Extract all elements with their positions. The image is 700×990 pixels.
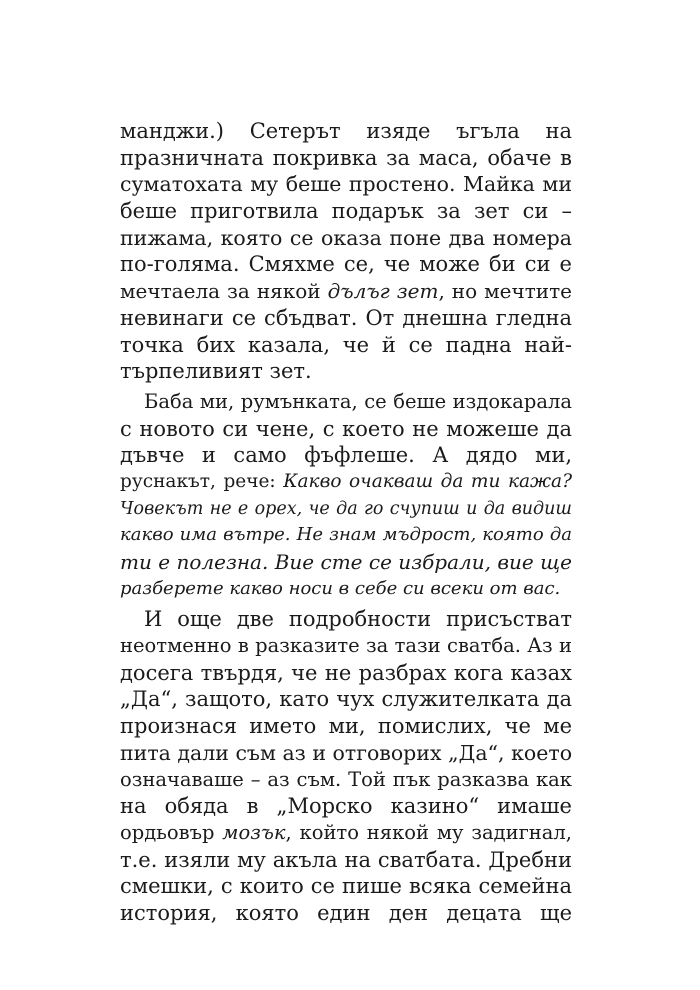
text-line bbox=[120, 171, 572, 198]
text-run: означаваше – аз съм. Той пък разказва как bbox=[120, 767, 572, 791]
text-line bbox=[120, 225, 572, 252]
text-line bbox=[120, 900, 572, 927]
text-run: празничната покривка за маса, обаче в bbox=[120, 145, 572, 170]
text-line bbox=[120, 416, 572, 443]
text-line bbox=[120, 767, 572, 794]
text-run: история, която един ден децата ще bbox=[120, 900, 572, 925]
text-run: дъвче и само фъфлеше. А дядо ми, bbox=[120, 443, 572, 468]
text-line bbox=[120, 332, 572, 359]
text-run: произнася името ми, помислих, че ме bbox=[120, 714, 572, 739]
text-line bbox=[120, 358, 572, 385]
text-run: беше приготвила подарък за зет си – bbox=[120, 199, 572, 224]
text-run: мечтаела за някой bbox=[120, 279, 328, 304]
text-line bbox=[120, 198, 572, 225]
text-line bbox=[120, 469, 572, 496]
text-line bbox=[120, 145, 572, 172]
text-line bbox=[120, 522, 572, 549]
italic-text: Човекът не е орех, че да го счупиш и да видиш bbox=[120, 498, 572, 519]
text-run: пижама, която се оказа поне два номера bbox=[120, 225, 572, 250]
italic-text: ти е полезна. Вие сте се избрали, вие ще bbox=[120, 550, 572, 574]
text-run: невинаги се сбъдват. От днешна гледна bbox=[120, 305, 572, 330]
text-run: пита дали съм аз и отговорих „Да“, което bbox=[120, 740, 573, 765]
italic-text: мозък bbox=[222, 820, 286, 844]
text-run: с новото си чене, с което не можеше да bbox=[120, 416, 572, 441]
text-run: досега твърдя, че не разбрах кога казах bbox=[120, 660, 572, 685]
text-line bbox=[120, 496, 572, 523]
text-run: търпеливият зет. bbox=[120, 359, 312, 384]
text-run: И още две подробности присъстват bbox=[144, 607, 572, 632]
text-line bbox=[120, 820, 572, 847]
text-run: , който някой му задигнал, bbox=[285, 820, 573, 844]
text-run: т.е. изяли му акъла на сватбата. Дребни bbox=[120, 847, 572, 872]
text-run: на обяда в „Морско казино“ имаше bbox=[120, 794, 572, 819]
italic-text: дълъг зет bbox=[327, 279, 439, 304]
italic-text: разберете какво носи в себе си всеки от вас. bbox=[120, 577, 561, 599]
text-line bbox=[120, 633, 572, 660]
text-line bbox=[120, 442, 572, 469]
text-line bbox=[120, 740, 572, 767]
text-run: неотменно в разказите за тази сватба. Аз и bbox=[120, 634, 572, 658]
text-line bbox=[120, 660, 572, 687]
text-run: руснакът, рече: bbox=[120, 470, 284, 492]
italic-text: Какво очакваш да ти кажа? bbox=[283, 470, 572, 492]
text-line bbox=[120, 606, 572, 633]
text-line bbox=[120, 793, 572, 820]
text-line bbox=[120, 713, 572, 740]
text-line bbox=[120, 847, 572, 874]
text-run: манджи.) Сетерът изяде ъгъла на bbox=[120, 119, 572, 143]
body-text bbox=[120, 118, 572, 927]
text-run: по-голяма. Смяхме се, че може би си е bbox=[120, 252, 572, 277]
text-line bbox=[120, 873, 572, 900]
text-run: , но мечтите bbox=[438, 279, 572, 304]
text-line bbox=[120, 118, 572, 145]
text-line bbox=[120, 305, 572, 332]
text-line bbox=[120, 549, 572, 576]
text-line bbox=[120, 576, 572, 603]
text-run: смешки, с които се пише всяка семейна bbox=[120, 874, 572, 899]
text-run: ордьовър bbox=[120, 820, 223, 844]
text-run: точка бих казала, че й се падна най- bbox=[120, 332, 572, 357]
text-run: Баба ми, румънката, се беше издокарала bbox=[144, 389, 572, 413]
text-line bbox=[120, 251, 572, 278]
text-line bbox=[120, 686, 572, 713]
text-run: суматохата му беше простено. Майка ми bbox=[120, 172, 572, 197]
italic-text: какво има вътре. Не знам мъдрост, която да bbox=[120, 524, 572, 546]
text-line bbox=[120, 278, 572, 305]
text-run: „Да“, защото, като чух служителката да bbox=[120, 687, 572, 712]
text-line bbox=[120, 389, 572, 416]
